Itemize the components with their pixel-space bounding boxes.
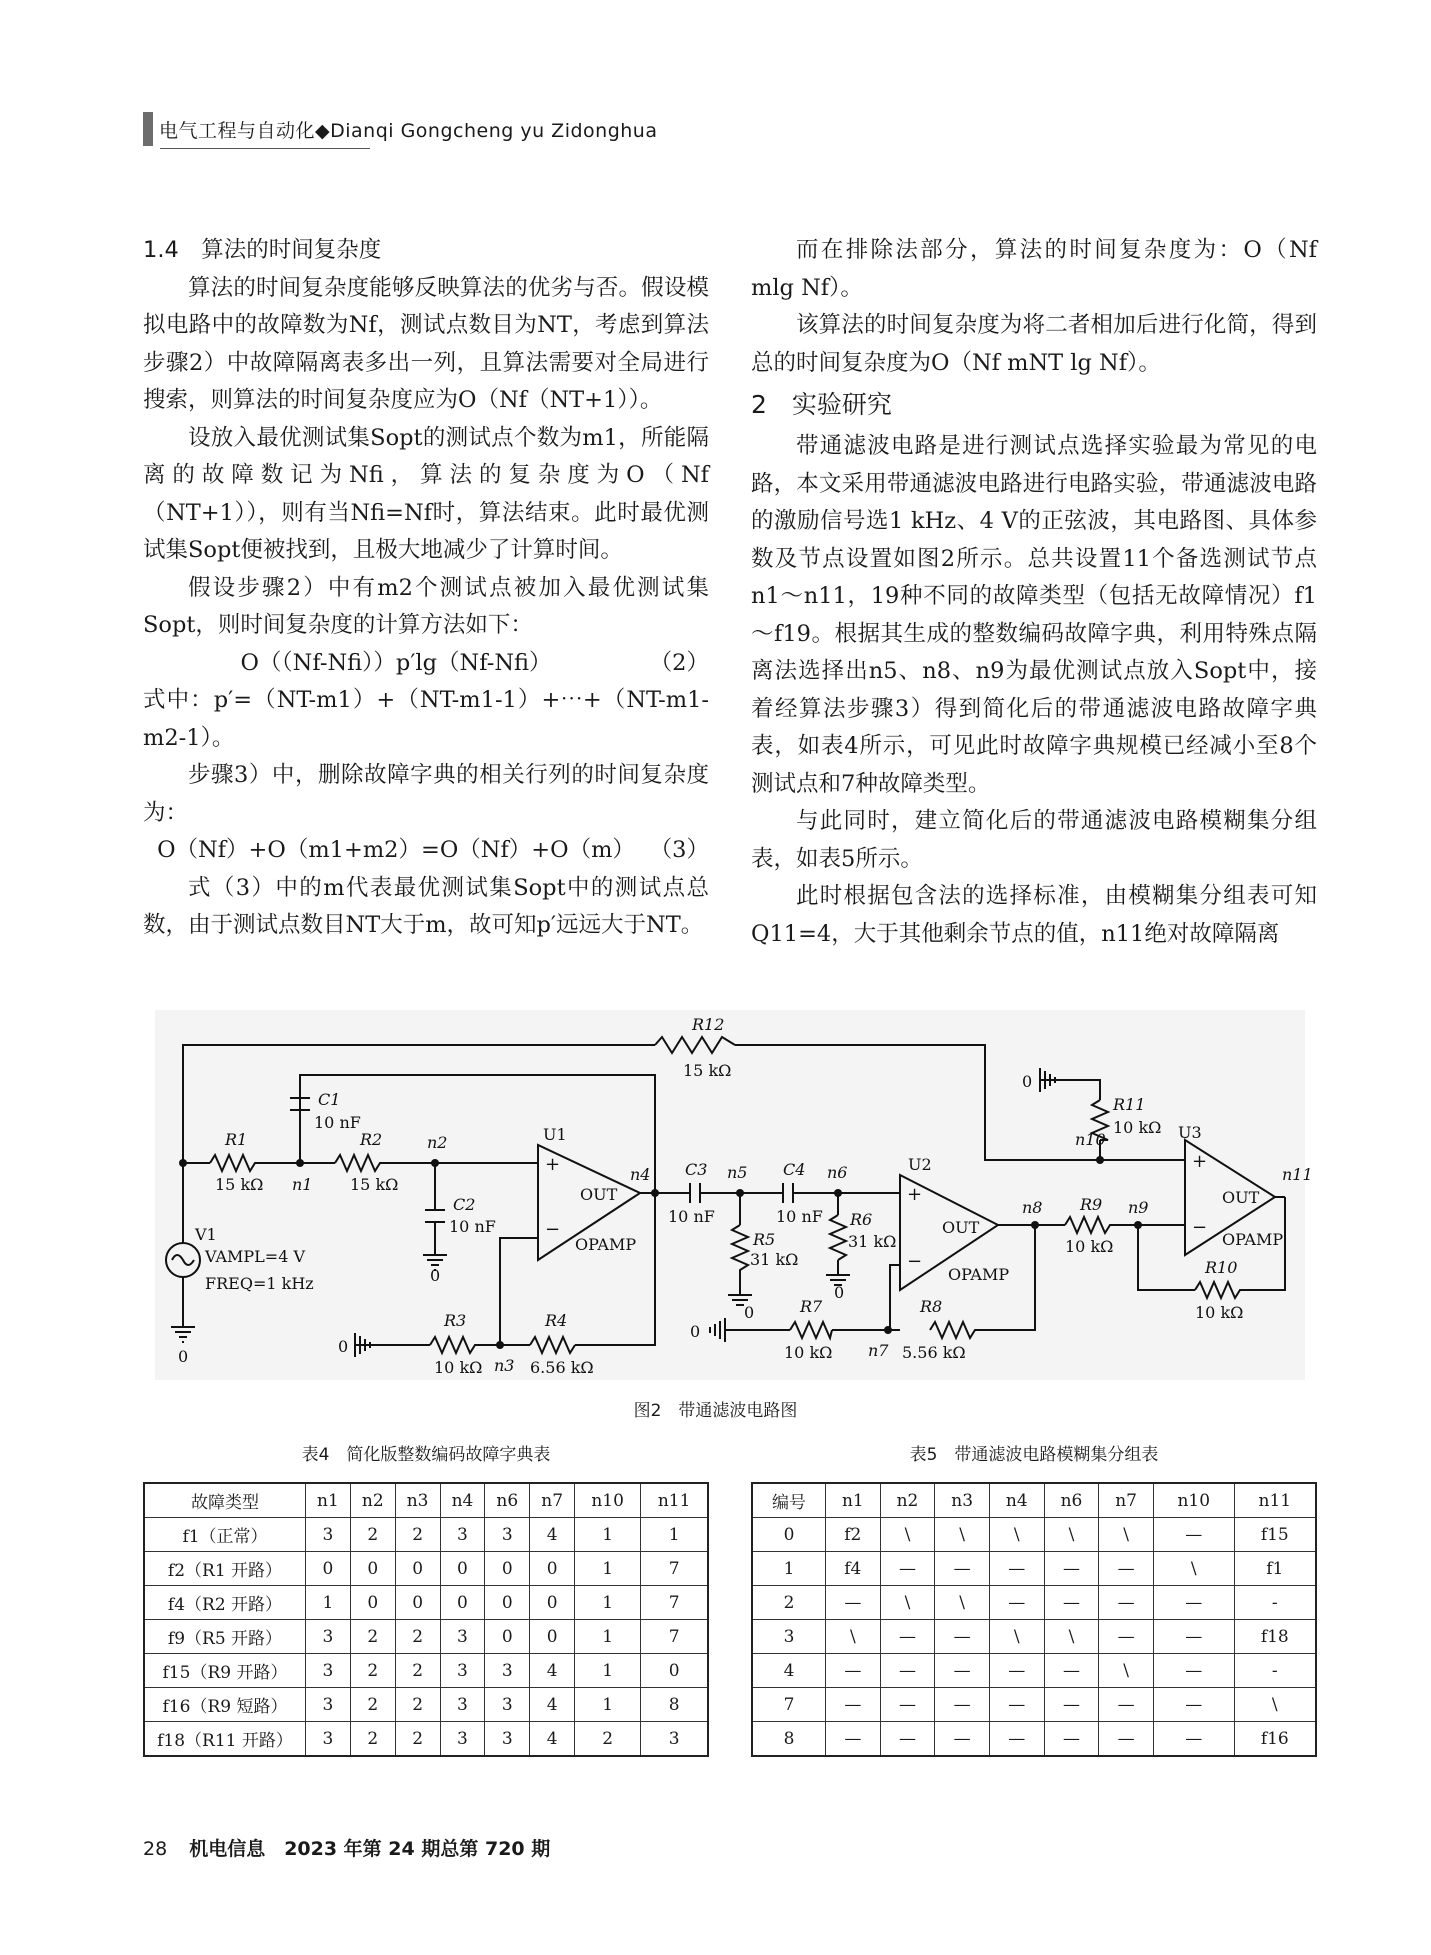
label-r10: R10 bbox=[1205, 1258, 1238, 1277]
label-r12: R12 bbox=[692, 1015, 725, 1034]
table-cell: 2 bbox=[395, 1688, 440, 1722]
table-cell: 3 bbox=[440, 1620, 485, 1654]
table-header-row bbox=[752, 1483, 1316, 1518]
table-cell: 3 bbox=[306, 1620, 351, 1654]
row-label-cell: f2（R1 开路） bbox=[144, 1552, 306, 1586]
table-cell: 4 bbox=[530, 1654, 575, 1688]
table-cell: — bbox=[1044, 1586, 1099, 1620]
table-cell: 3 bbox=[440, 1722, 485, 1757]
label-r3: R3 bbox=[444, 1311, 467, 1330]
equation-3 bbox=[143, 832, 709, 870]
table-cell: — bbox=[1153, 1620, 1234, 1654]
table-cell: \ bbox=[1234, 1688, 1316, 1722]
row-label-cell: f18（R11 开路） bbox=[144, 1722, 306, 1757]
column-header: n4 bbox=[440, 1483, 485, 1518]
label-u1: U1 bbox=[543, 1125, 567, 1144]
table-row bbox=[752, 1586, 1316, 1620]
table-cell: 2 bbox=[395, 1518, 440, 1552]
label-r4-value: 6.56 kΩ bbox=[530, 1358, 594, 1377]
table-cell: \ bbox=[935, 1518, 990, 1552]
label-plus: + bbox=[1192, 1151, 1208, 1172]
table-cell: 2 bbox=[575, 1722, 641, 1757]
table-cell: 3 bbox=[306, 1518, 351, 1552]
row-label-cell: 7 bbox=[752, 1688, 826, 1722]
table-cell: 3 bbox=[306, 1688, 351, 1722]
table-cell: 2 bbox=[350, 1654, 395, 1688]
label-r3-value: 10 kΩ bbox=[434, 1358, 483, 1377]
figure-caption: 图2 带通滤波电路图 bbox=[633, 1401, 798, 1421]
table-cell: 0 bbox=[440, 1552, 485, 1586]
paragraph: 式（3）中的m代表最优测试集Sopt中的测试点总数，由于测试点数目NT大于m，故可知p′远远大于NT。 bbox=[143, 874, 709, 938]
page-number: 28 bbox=[143, 1838, 168, 1860]
table-cell: — bbox=[826, 1586, 881, 1620]
column-header: n1 bbox=[826, 1483, 881, 1518]
table-cell: 0 bbox=[530, 1586, 575, 1620]
label-out: OUT bbox=[942, 1218, 980, 1237]
table4-fault-dictionary bbox=[143, 1482, 709, 1757]
table-cell: 0 bbox=[395, 1586, 440, 1620]
table-cell: — bbox=[1099, 1620, 1154, 1654]
table-cell: \ bbox=[1044, 1620, 1099, 1654]
column-header: n6 bbox=[485, 1483, 530, 1518]
table-cell: 0 bbox=[530, 1552, 575, 1586]
label-r9-value: 10 kΩ bbox=[1065, 1237, 1114, 1256]
paragraph: 步骤3）中，删除故障字典的相关行列的时间复杂度为： bbox=[143, 762, 709, 826]
table-cell: \ bbox=[1153, 1552, 1234, 1586]
table-cell: 3 bbox=[485, 1722, 530, 1757]
table-cell: — bbox=[1044, 1552, 1099, 1586]
table-cell: — bbox=[1099, 1552, 1154, 1586]
journal-issue: 机电信息 2023 年第 24 期总第 720 期 bbox=[189, 1838, 551, 1860]
row-label-cell: 4 bbox=[752, 1654, 826, 1688]
label-n5: n5 bbox=[727, 1163, 748, 1182]
label-n10: n10 bbox=[1075, 1130, 1106, 1149]
table-cell: f18 bbox=[1234, 1620, 1316, 1654]
table-cell: — bbox=[1153, 1654, 1234, 1688]
table-cell: 7 bbox=[641, 1552, 708, 1586]
table-cell: 3 bbox=[306, 1722, 351, 1757]
table-row bbox=[752, 1620, 1316, 1654]
table-cell: - bbox=[1234, 1654, 1316, 1688]
table-cell: — bbox=[1099, 1722, 1154, 1757]
table-cell: \ bbox=[935, 1586, 990, 1620]
table-cell: — bbox=[989, 1552, 1044, 1586]
table-header-row bbox=[144, 1483, 708, 1518]
table-cell: f4 bbox=[826, 1552, 881, 1586]
table-cell: — bbox=[880, 1552, 935, 1586]
column-header: 编号 bbox=[752, 1483, 826, 1518]
paragraph: 而在排除法部分，算法的时间复杂度为：O（Nf mlg Nf）。 bbox=[751, 237, 1317, 301]
right-column bbox=[751, 232, 1317, 953]
table-cell: — bbox=[880, 1620, 935, 1654]
table-row bbox=[144, 1586, 708, 1620]
label-v1: V1 bbox=[195, 1225, 217, 1244]
label-opamp: OPAMP bbox=[948, 1265, 1010, 1284]
label-n1: n1 bbox=[292, 1175, 313, 1194]
paragraph: 式中：p′=（NT-m1）+（NT-m1-1）+⋯+（NT-m1-m2-1）。 bbox=[143, 687, 709, 751]
row-label-cell: 2 bbox=[752, 1586, 826, 1620]
table-cell: 3 bbox=[440, 1654, 485, 1688]
table-cell: — bbox=[1044, 1722, 1099, 1757]
row-label-cell: f1（正常） bbox=[144, 1518, 306, 1552]
label-r2: R2 bbox=[360, 1130, 383, 1149]
table-cell: — bbox=[1153, 1586, 1234, 1620]
label-n6: n6 bbox=[827, 1163, 848, 1182]
table-cell: f1 bbox=[1234, 1552, 1316, 1586]
table-cell: 0 bbox=[306, 1552, 351, 1586]
table-cell: 3 bbox=[641, 1722, 708, 1757]
label-plus: + bbox=[907, 1184, 923, 1205]
label-opamp: OPAMP bbox=[1222, 1230, 1284, 1249]
label-minus: − bbox=[1192, 1217, 1208, 1238]
table-cell: 0 bbox=[350, 1586, 395, 1620]
page-footer bbox=[143, 1834, 550, 1861]
label-u2: U2 bbox=[908, 1155, 932, 1174]
label-n9: n9 bbox=[1128, 1198, 1149, 1217]
table-cell: \ bbox=[1099, 1654, 1154, 1688]
table-cell: 7 bbox=[641, 1620, 708, 1654]
equation-body: O（Nf）+O（m1+m2）=O（Nf）+O（m） bbox=[157, 837, 635, 863]
table-cell: 1 bbox=[575, 1654, 641, 1688]
label-r8: R8 bbox=[920, 1297, 943, 1316]
table-cell: \ bbox=[989, 1518, 1044, 1552]
table-row bbox=[144, 1688, 708, 1722]
paragraph: 与此同时，建立简化后的带通滤波电路模糊集分组表，如表5所示。 bbox=[751, 808, 1317, 872]
label-r1: R1 bbox=[225, 1130, 248, 1149]
label-out: OUT bbox=[580, 1185, 618, 1204]
table-cell: 0 bbox=[641, 1654, 708, 1688]
label-c1-value: 10 nF bbox=[314, 1113, 361, 1132]
column-header: 故障类型 bbox=[144, 1483, 306, 1518]
label-opamp: OPAMP bbox=[575, 1235, 637, 1254]
column-header: n4 bbox=[989, 1483, 1044, 1518]
table-cell: \ bbox=[1099, 1518, 1154, 1552]
row-label-cell: f4（R2 开路） bbox=[144, 1586, 306, 1620]
label-ground-zero: 0 bbox=[1022, 1072, 1033, 1091]
label-c3: C3 bbox=[685, 1160, 708, 1179]
table-cell: 0 bbox=[485, 1586, 530, 1620]
table-cell: 1 bbox=[306, 1586, 351, 1620]
row-label-cell: 8 bbox=[752, 1722, 826, 1757]
table-cell: 2 bbox=[395, 1654, 440, 1688]
label-r11: R11 bbox=[1113, 1095, 1146, 1114]
label-n7: n7 bbox=[868, 1341, 889, 1360]
table-cell: — bbox=[989, 1722, 1044, 1757]
table-row bbox=[144, 1722, 708, 1757]
label-r2-value: 15 kΩ bbox=[350, 1175, 399, 1194]
table-cell: — bbox=[880, 1688, 935, 1722]
table-cell: — bbox=[1099, 1688, 1154, 1722]
table-cell: 4 bbox=[530, 1688, 575, 1722]
table-cell: 0 bbox=[440, 1586, 485, 1620]
table5-fuzzy-groups bbox=[751, 1482, 1317, 1757]
table-cell: 1 bbox=[575, 1688, 641, 1722]
column-header: n3 bbox=[935, 1483, 990, 1518]
paragraph: 该算法的时间复杂度为将二者相加后进行化简，得到总的时间复杂度为O（Nf mNT lg Nf）。 bbox=[751, 312, 1317, 376]
table-cell: \ bbox=[989, 1620, 1044, 1654]
section-heading-1-4: 1.4 算法的时间复杂度 bbox=[143, 237, 382, 263]
table-cell: 0 bbox=[530, 1620, 575, 1654]
column-header: n10 bbox=[1153, 1483, 1234, 1518]
column-header: n11 bbox=[1234, 1483, 1316, 1518]
table-cell: — bbox=[935, 1654, 990, 1688]
label-ground-zero: 0 bbox=[338, 1337, 349, 1356]
table-cell: 3 bbox=[485, 1688, 530, 1722]
label-ground-zero: 0 bbox=[178, 1347, 189, 1366]
table-cell: 8 bbox=[641, 1688, 708, 1722]
label-n8: n8 bbox=[1022, 1198, 1043, 1217]
table-cell: — bbox=[1044, 1654, 1099, 1688]
table-cell: — bbox=[826, 1722, 881, 1757]
header-rule bbox=[160, 148, 370, 149]
column-header: n3 bbox=[395, 1483, 440, 1518]
table-cell: 4 bbox=[530, 1722, 575, 1757]
table-cell: 7 bbox=[641, 1586, 708, 1620]
label-n2: n2 bbox=[427, 1133, 448, 1152]
paragraph: 此时根据包含法的选择标准，由模糊集分组表可知Q11=4，大于其他剩余节点的值，n11绝对故障隔离 bbox=[751, 883, 1317, 947]
label-ground-zero: 0 bbox=[744, 1303, 755, 1322]
label-r5: R5 bbox=[753, 1230, 776, 1249]
table-cell: 4 bbox=[530, 1518, 575, 1552]
table-cell: 2 bbox=[350, 1722, 395, 1757]
table-cell: — bbox=[935, 1552, 990, 1586]
table-cell: — bbox=[1153, 1688, 1234, 1722]
table-cell: — bbox=[1153, 1722, 1234, 1757]
table-cell: — bbox=[880, 1722, 935, 1757]
label-n4: n4 bbox=[630, 1165, 651, 1184]
table-cell: — bbox=[989, 1688, 1044, 1722]
table-row bbox=[144, 1518, 708, 1552]
row-label-cell: 0 bbox=[752, 1518, 826, 1552]
table-cell: — bbox=[935, 1722, 990, 1757]
table-cell: — bbox=[1099, 1586, 1154, 1620]
table-row bbox=[144, 1620, 708, 1654]
table-cell: 2 bbox=[350, 1688, 395, 1722]
table-cell: 3 bbox=[306, 1654, 351, 1688]
table-cell: \ bbox=[880, 1518, 935, 1552]
table-cell: 1 bbox=[641, 1518, 708, 1552]
label-plus: + bbox=[545, 1154, 561, 1175]
row-label-cell: f9（R5 开路） bbox=[144, 1620, 306, 1654]
paragraph: 带通滤波电路是进行测试点选择实验最为常见的电路，本文采用带通滤波电路进行电路实验，带通滤波电路的激励信号选1 kHz、4 V的正弦波，其电路图、具体参数及节点设置如图2所示。总共设置11个备选测试节点n1～n11，19种不同的故障类型（包括无故障情况）f1～f19。根据其生成的整数编码故障字典，利用特殊点隔离法选择出n5、n8、n9为最优测试点放入Sopt中，接着经算法步骤3）得到简化后的带通滤波电路故障字典表，如表4所示，可见此时故障字典规模已经减小至8个测试点和7种故障类型。 bbox=[751, 433, 1317, 797]
label-r4: R4 bbox=[545, 1311, 568, 1330]
table-cell: - bbox=[1234, 1586, 1316, 1620]
bandpass-filter-circuit-diagram bbox=[155, 1010, 1313, 1380]
column-header: n7 bbox=[530, 1483, 575, 1518]
column-header: n7 bbox=[1099, 1483, 1154, 1518]
table-row bbox=[144, 1552, 708, 1586]
table-cell: 3 bbox=[440, 1518, 485, 1552]
column-header: n2 bbox=[350, 1483, 395, 1518]
table-cell: 0 bbox=[485, 1620, 530, 1654]
label-freq: FREQ=1 kHz bbox=[205, 1274, 314, 1293]
equation-body: O（（Nf-Nfi））p′lg（Nf-Nfi） bbox=[240, 649, 552, 676]
table-cell: 0 bbox=[350, 1552, 395, 1586]
table-cell: 2 bbox=[395, 1620, 440, 1654]
equation-number: （3） bbox=[649, 837, 709, 863]
label-r10-value: 10 kΩ bbox=[1195, 1303, 1244, 1322]
table-cell: f2 bbox=[826, 1518, 881, 1552]
label-n11: n11 bbox=[1282, 1165, 1313, 1184]
label-minus: − bbox=[907, 1251, 923, 1272]
table-cell: 0 bbox=[485, 1552, 530, 1586]
label-ground-zero: 0 bbox=[690, 1322, 701, 1341]
column-header: n1 bbox=[306, 1483, 351, 1518]
header-journal-section: 电气工程与自动化◆Dianqi Gongcheng yu Zidonghua bbox=[159, 119, 658, 142]
label-c4-value: 10 nF bbox=[776, 1207, 823, 1226]
table-row bbox=[752, 1654, 1316, 1688]
table5-caption: 表5 带通滤波电路模糊集分组表 bbox=[909, 1445, 1159, 1465]
table-cell: — bbox=[1044, 1688, 1099, 1722]
label-c2-value: 10 nF bbox=[449, 1217, 496, 1236]
table-cell: — bbox=[1153, 1518, 1234, 1552]
label-n3: n3 bbox=[494, 1356, 515, 1375]
table4-body bbox=[144, 1518, 708, 1757]
label-r8-value: 5.56 kΩ bbox=[902, 1343, 966, 1362]
table-cell: 3 bbox=[440, 1688, 485, 1722]
label-r7-value: 10 kΩ bbox=[784, 1343, 833, 1362]
table-row bbox=[752, 1688, 1316, 1722]
section-heading-2: 2 实验研究 bbox=[751, 390, 892, 419]
table-row bbox=[752, 1552, 1316, 1586]
table-cell: f16 bbox=[1234, 1722, 1316, 1757]
column-header: n10 bbox=[575, 1483, 641, 1518]
label-c4: C4 bbox=[783, 1160, 806, 1179]
row-label-cell: f16（R9 短路） bbox=[144, 1688, 306, 1722]
table-row bbox=[752, 1722, 1316, 1757]
table-row bbox=[752, 1518, 1316, 1552]
voltage-source-v1 bbox=[166, 1243, 200, 1277]
label-out: OUT bbox=[1222, 1188, 1260, 1207]
label-r7: R7 bbox=[800, 1297, 823, 1316]
column-header: n11 bbox=[641, 1483, 708, 1518]
row-label-cell: 3 bbox=[752, 1620, 826, 1654]
row-label-cell: f15（R9 开路） bbox=[144, 1654, 306, 1688]
running-header bbox=[143, 112, 658, 146]
table-cell: — bbox=[989, 1586, 1044, 1620]
equation-number: （2） bbox=[649, 649, 709, 676]
table-cell: — bbox=[826, 1688, 881, 1722]
table-cell: — bbox=[935, 1688, 990, 1722]
table-cell: 1 bbox=[575, 1552, 641, 1586]
header-bar bbox=[143, 112, 153, 146]
table5-body bbox=[752, 1518, 1316, 1757]
table-cell: f15 bbox=[1234, 1518, 1316, 1552]
table4-caption: 表4 简化版整数编码故障字典表 bbox=[301, 1445, 551, 1465]
table-cell: \ bbox=[1044, 1518, 1099, 1552]
label-r6: R6 bbox=[850, 1210, 873, 1229]
label-c3-value: 10 nF bbox=[668, 1207, 715, 1226]
label-minus: − bbox=[545, 1219, 561, 1240]
label-c1: C1 bbox=[318, 1090, 341, 1109]
row-label-cell: 1 bbox=[752, 1552, 826, 1586]
table-cell: 1 bbox=[575, 1620, 641, 1654]
table-cell: 1 bbox=[575, 1586, 641, 1620]
table-cell: 2 bbox=[395, 1722, 440, 1757]
table-cell: — bbox=[935, 1620, 990, 1654]
label-r1-value: 15 kΩ bbox=[215, 1175, 264, 1194]
label-r6-value: 31 kΩ bbox=[848, 1232, 897, 1251]
label-vampl: VAMPL=4 V bbox=[205, 1247, 306, 1266]
paragraph: 假设步骤2）中有m2个测试点被加入最优测试集Sopt，则时间复杂度的计算方法如下： bbox=[143, 574, 709, 638]
table-cell: 3 bbox=[485, 1654, 530, 1688]
table-cell: — bbox=[826, 1654, 881, 1688]
equation-2 bbox=[143, 645, 709, 683]
table-row bbox=[144, 1654, 708, 1688]
column-header: n2 bbox=[880, 1483, 935, 1518]
table-cell: 2 bbox=[350, 1518, 395, 1552]
table-cell: 1 bbox=[575, 1518, 641, 1552]
label-r9: R9 bbox=[1080, 1195, 1103, 1214]
label-r5-value: 31 kΩ bbox=[750, 1250, 799, 1269]
table-cell: — bbox=[989, 1654, 1044, 1688]
label-ground-zero: 0 bbox=[430, 1266, 441, 1285]
table-cell: 2 bbox=[350, 1620, 395, 1654]
table-cell: \ bbox=[826, 1620, 881, 1654]
table-cell: 3 bbox=[485, 1518, 530, 1552]
table-cell: 0 bbox=[395, 1552, 440, 1586]
label-ground-zero: 0 bbox=[834, 1283, 845, 1302]
label-r11-value: 10 kΩ bbox=[1113, 1118, 1162, 1137]
table-cell: \ bbox=[880, 1586, 935, 1620]
label-r12-value: 15 kΩ bbox=[683, 1061, 732, 1080]
label-u3: U3 bbox=[1178, 1123, 1202, 1142]
table-cell: — bbox=[880, 1654, 935, 1688]
column-header: n6 bbox=[1044, 1483, 1099, 1518]
left-column bbox=[143, 232, 709, 945]
label-c2: C2 bbox=[453, 1195, 476, 1214]
paragraph: 设放入最优测试集Sopt的测试点个数为m1，所能隔离的故障数记为Nfi，算法的复杂度为O（Nf（NT+1）），则有当Nfi=Nf时，算法结束。此时最优测试集Sopt便被找到，且极大地减少了计算时间。 bbox=[143, 424, 709, 563]
paragraph: 算法的时间复杂度能够反映算法的优劣与否。假设模拟电路中的故障数为Nf，测试点数目为NT，考虑到算法步骤2）中故障隔离表多出一列，且算法需要对全局进行搜索，则算法的时间复杂度应为O（Nf（NT+1））。 bbox=[143, 274, 709, 413]
